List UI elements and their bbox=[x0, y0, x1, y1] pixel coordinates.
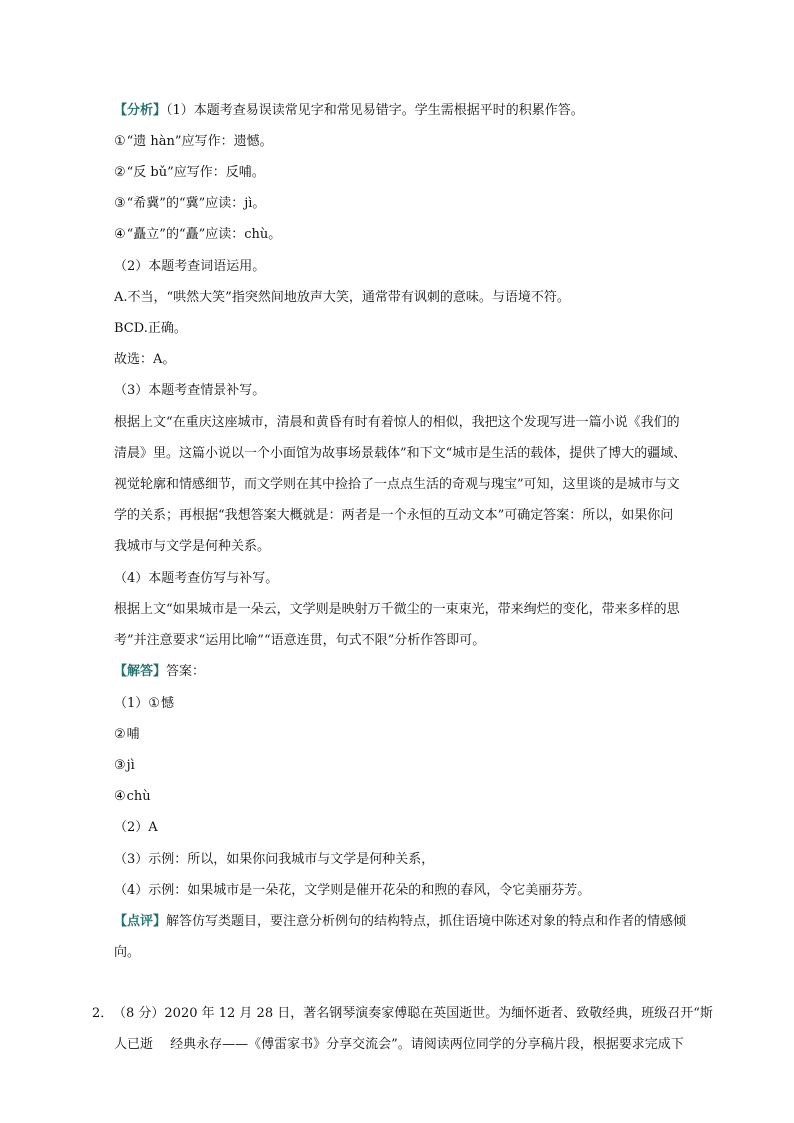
answer-4: （4）示例：如果城市是一朵花，文学则是催开花朵的和煦的春风，令它美丽芬芳。 bbox=[114, 883, 591, 898]
answer-label: 答案： bbox=[166, 664, 206, 679]
analysis-part1-intro: （1）本题考查易误读常见字和常见易错字。学生需根据平时的积累作答。 bbox=[166, 103, 584, 118]
question-number: 2． bbox=[92, 1006, 114, 1021]
analysis-part3-line: 我城市与文学是何种关系。 bbox=[114, 539, 271, 554]
analysis-item-4 bbox=[114, 225, 281, 245]
comment-line bbox=[114, 912, 686, 932]
circled-number-1: ① bbox=[148, 696, 160, 711]
circled-number-1: ① bbox=[114, 134, 126, 149]
analysis-item-2 bbox=[114, 163, 265, 183]
circled-number-3: ③ bbox=[114, 758, 126, 773]
answer-heading-line bbox=[114, 662, 205, 682]
circled-number-2: ② bbox=[114, 727, 126, 742]
answer-3: （3）示例：所以，如果你问我城市与文学是何种关系， bbox=[114, 852, 435, 867]
analysis-part4-line: 根据上文“如果城市是一朵云，文学则是映射万千微尘的一束束光，带来绚烂的变化，带来多样的思 bbox=[114, 602, 680, 617]
analysis-item-text: “遗 hàn”应写作：遗憾。 bbox=[126, 134, 273, 149]
answer-1-line bbox=[114, 694, 174, 714]
question-2-line-2: 人已逝 经典永存——《傅雷家书》分享交流会”。请阅读两位同学的分享稿片段，根据要求完成下 bbox=[114, 1037, 684, 1052]
circled-number-4: ④ bbox=[114, 789, 126, 804]
analysis-item-text: “矗立”的“矗”应读：chù。 bbox=[126, 227, 282, 242]
question-2-line: （8 分）2020 年 12 月 28 日，著名钢琴演奏家傅聪在英国逝世。为缅怀逝者、致敬经典，班级召开“斯 bbox=[113, 1006, 713, 1021]
analysis-part2-choice: 故选：A。 bbox=[114, 352, 176, 367]
analysis-part3-line: 视觉轮廓和情感细节，而文学则在其中捡拾了一点点生活的奇观与瑰宝”可知，这里谈的是城市与文 bbox=[114, 477, 680, 492]
answer-1-item-text: 哺 bbox=[126, 727, 140, 742]
answer-1-item-4 bbox=[114, 787, 151, 807]
answer-1-item-text: chù bbox=[126, 789, 151, 804]
analysis-tag: 【分析】 bbox=[114, 103, 167, 118]
analysis-part2-option-a: A.不当，“哄然大笑”指突然间地放声大笑，通常带有讽刺的意味。与语境不符。 bbox=[114, 290, 570, 305]
analysis-part3-intro: （3）本题考查情景补写。 bbox=[114, 383, 266, 398]
answer-1-item-text: jì bbox=[126, 758, 135, 773]
answer-1-prefix: （1） bbox=[114, 696, 149, 711]
circled-number-4: ④ bbox=[114, 227, 126, 242]
answer-1-item-text: 憾 bbox=[160, 696, 174, 711]
answer-tag: 【解答】 bbox=[114, 664, 167, 679]
analysis-item-1 bbox=[114, 132, 273, 152]
comment-line-2: 向。 bbox=[114, 945, 141, 960]
circled-number-3: ③ bbox=[114, 196, 126, 211]
analysis-part3-line: 根据上文“在重庆这座城市，清晨和黄昏有时有着惊人的相似，我把这个发现写进一篇小说《我们的 bbox=[114, 415, 680, 430]
analysis-part4-intro: （4）本题考查仿写与补写。 bbox=[114, 571, 279, 586]
comment-tag: 【点评】 bbox=[114, 914, 167, 929]
analysis-part2-intro: （2）本题考查词语运用。 bbox=[114, 259, 266, 274]
answer-2: （2）A bbox=[114, 820, 158, 835]
answer-1-item-3 bbox=[114, 756, 135, 776]
analysis-part4-line: 考”并注意要求“运用比喻”“语意连贯，句式不限”分析作答即可。 bbox=[114, 633, 486, 648]
analysis-part3-line: 清晨》里。这篇小说以一个小面馆为故事场景载体”和下文“城市是生活的载体，提供了博大的疆域、 bbox=[114, 446, 687, 461]
analysis-part2-bcd: BCD.正确。 bbox=[114, 321, 187, 336]
analysis-item-text: “希冀”的“冀”应读：jì。 bbox=[126, 196, 266, 211]
analysis-part3-line: 学的关系；再根据“我想答案大概就是：两者是一个永恒的互动文本”可确定答案：所以，如果你问 bbox=[114, 508, 674, 523]
analysis-item-3 bbox=[114, 194, 265, 214]
answer-1-item-2 bbox=[114, 725, 140, 745]
analysis-item-text: “反 bǔ”应写作：反哺。 bbox=[126, 165, 265, 180]
analysis-heading-line bbox=[114, 101, 584, 121]
comment-text: 解答仿写类题目，要注意分析例句的结构特点，抓住语境中陈述对象的特点和作者的情感倾 bbox=[166, 914, 687, 929]
circled-number-2: ② bbox=[114, 165, 126, 180]
